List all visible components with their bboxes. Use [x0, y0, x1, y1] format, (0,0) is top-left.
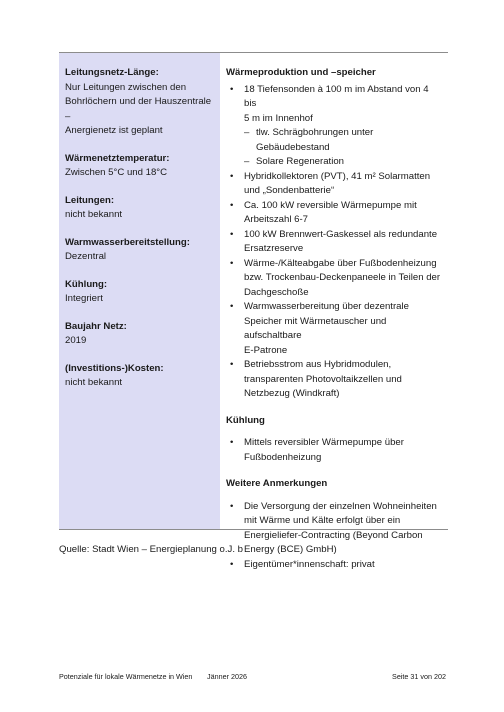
bullet-item — [226, 170, 442, 199]
field-block — [65, 362, 214, 391]
bullet-glyph: • — [230, 359, 234, 370]
production-list — [226, 83, 442, 402]
cooling-list — [226, 436, 442, 465]
sub-line: Gebäudebestand — [256, 141, 330, 153]
field-value-line: Anergienetz ist geplant — [65, 125, 163, 136]
heading-remarks: Weitere Anmerkungen — [226, 478, 328, 489]
bullet-line: transparenten Photovoltaikzellen und — [244, 373, 402, 385]
bullet-item — [226, 257, 442, 301]
bullet-glyph: • — [230, 257, 234, 269]
sub-line: tlw. Schrägbohrungen unter — [256, 127, 374, 138]
footer-date: Jänner 2026 — [207, 672, 247, 681]
bullet-line: Wärme-/Kälteabgabe über Fußbodenheizung — [244, 257, 437, 269]
bullet-glyph: • — [230, 170, 234, 182]
bullet-item — [226, 436, 442, 465]
field-label: Kühlung: — [65, 278, 108, 290]
bullet-glyph: • — [230, 558, 234, 570]
bullet-line: bzw. Trockenbau-Deckenpaneele in Teilen der — [244, 272, 441, 283]
bullet-glyph: • — [230, 83, 234, 95]
bullet-glyph: • — [230, 228, 234, 240]
bullet-line: 100 kW Brennwert-Gaskessel als redundante — [244, 228, 438, 240]
footer-page-number: Seite 31 von 202 — [392, 672, 446, 681]
bullet-item — [226, 199, 442, 228]
bullet-line: Energieliefer-Contracting (Beyond Carbon — [244, 529, 423, 541]
bullet-line: Ersatzreserve — [244, 243, 304, 254]
field-label: Leitungen: — [65, 194, 115, 206]
bullet-line: Warmwasserbereitung über dezentrale — [244, 301, 409, 312]
sub-item — [244, 126, 442, 155]
field-label: (Investitions-)Kosten: — [65, 362, 164, 374]
bullet-item — [226, 500, 442, 558]
bullet-item — [226, 228, 442, 257]
bullet-glyph: • — [230, 199, 234, 211]
bullet-line: Eigentümer*innenschaft: privat — [244, 558, 375, 570]
remarks-list — [226, 500, 442, 573]
field-value-line: nicht bekannt — [65, 209, 123, 220]
dash-glyph: – — [244, 156, 250, 167]
bullet-line: Mittels reversibler Wärmepumpe über — [244, 437, 404, 448]
bullet-item — [226, 358, 442, 402]
bullet-line: Netzbezug (Windkraft) — [244, 388, 340, 399]
bullet-line: Arbeitszahl 6-7 — [244, 214, 308, 225]
field-value-line: Bohrlöchern und der Hauszentrale – — [65, 96, 212, 122]
field-label: Warmwasserbereitstellung: — [65, 236, 190, 248]
field-label: Leitungsnetz-Länge: — [65, 67, 159, 78]
bullet-line: Dachgeschoße — [244, 286, 309, 298]
sub-item — [244, 155, 442, 170]
bullet-line: Speicher mit Wärmetauscher und aufschaltbare — [244, 315, 387, 341]
field-value-line: 2019 — [65, 335, 87, 346]
field-block — [65, 320, 214, 349]
bullet-item — [226, 83, 442, 170]
dash-glyph: – — [244, 127, 250, 138]
right-column — [221, 53, 448, 570]
bullet-line: 18 Tiefensonden à 100 m im Abstand von 4 bis — [244, 83, 429, 109]
bullet-line: und „Sondenbatterie“ — [244, 185, 335, 196]
bullet-item — [226, 558, 442, 573]
bullet-line: Ca. 100 kW reversible Wärmepumpe mit — [244, 199, 417, 211]
field-value-line: nicht bekannt — [65, 377, 123, 388]
source-note: Quelle: Stadt Wien – Energieplanung o.J. b — [59, 544, 243, 555]
field-block — [65, 236, 214, 265]
bullet-item — [226, 300, 442, 358]
bullet-glyph: • — [230, 437, 234, 448]
left-column — [59, 53, 221, 529]
field-value-line: Zwischen 5°C und 18°C — [65, 167, 168, 178]
bullet-line: 5 m im Innenhof — [244, 112, 313, 124]
field-block — [65, 278, 214, 307]
bullet-line: E-Patrone — [244, 344, 288, 356]
heading-production: Wärmeproduktion und –speicher — [226, 67, 376, 78]
field-block — [65, 66, 214, 139]
field-block — [65, 194, 214, 223]
field-label: Wärmenetztemperatur: — [65, 152, 170, 164]
bullet-glyph: • — [230, 301, 234, 312]
heading-cooling: Kühlung — [226, 414, 265, 426]
bullet-glyph: • — [230, 500, 234, 512]
field-label: Baujahr Netz: — [65, 320, 127, 332]
sub-list — [244, 126, 442, 170]
bullet-line: Fußbodenheizung — [244, 451, 322, 463]
field-value-line: Dezentral — [65, 251, 107, 262]
field-value-line: Integriert — [65, 293, 103, 304]
bullet-line: Energy (BCE) GmbH) — [244, 544, 337, 555]
field-value-line: Nur Leitungen zwischen den — [65, 81, 187, 93]
sub-line: Solare Regeneration — [256, 156, 345, 167]
bullet-line: Die Versorgung der einzelnen Wohneinheiten — [244, 500, 437, 512]
bullet-line: Betriebsstrom aus Hybridmodulen, — [244, 359, 392, 370]
bullet-line: Hybridkollektoren (PVT), 41 m² Solarmatten — [244, 170, 431, 182]
field-block — [65, 152, 214, 181]
footer-title: Potenziale für lokale Wärmenetze in Wien — [59, 672, 193, 681]
bullet-line: mit Wärme und Kälte erfolgt über ein — [244, 515, 401, 526]
